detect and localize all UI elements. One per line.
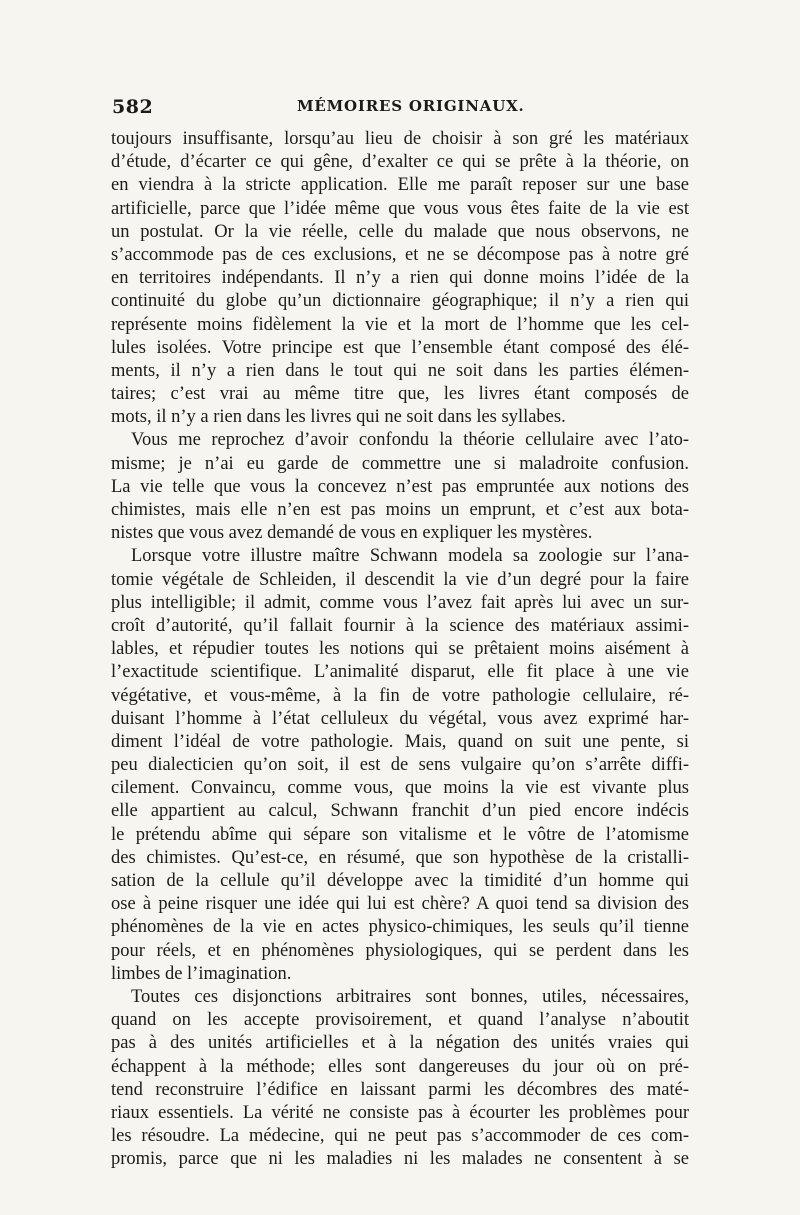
text-line: limbes de l’imagination.	[111, 963, 292, 984]
text-line: échappent à la méthode; elles sont dangereuses du jour où on pré-	[111, 1056, 689, 1077]
text-line: taires; c’est vrai au même titre que, les livres étant composés de	[111, 384, 689, 405]
text-line: s’accommode pas de ces exclusions, et ne se décompose pas à notre gré	[111, 244, 689, 265]
text-line: riaux essentiels. La vérité ne consiste pas à écourter les problèmes pour	[111, 1102, 689, 1123]
text-line: en viendra à la stricte application. Elle me paraît reposer sur une base	[111, 175, 689, 196]
text-line: cilement. Convaincu, comme vous, que moins la vie est vivante plus	[111, 778, 689, 799]
text-line: végétative, et vous-même, à la fin de votre pathologie cellulaire, ré-	[111, 685, 689, 706]
text-line: duisant l’homme à l’état celluleux du végétal, vous avez exprimé har-	[111, 708, 689, 729]
text-line: l’exactitude scientifique. L’animalité disparut, elle fit place à une vie	[111, 662, 689, 683]
text-line: mots, il n’y a rien dans les livres qui ne soit dans les syllabes.	[111, 407, 566, 428]
text-line: peu dialecticien qu’on soit, il est de sens vulgaire qu’on s’arrête diffi-	[111, 755, 689, 776]
page-header	[112, 96, 687, 122]
page-number: 582	[112, 96, 154, 118]
text-line: quand on les accepte provisoirement, et quand l’analyse n’aboutit	[111, 1010, 689, 1031]
text-line: phénomènes de la vie en actes physico-chimiques, les seuls qu’il tienne	[111, 917, 689, 938]
text-line: artificielle, parce que l’idée même que vous vous êtes faite de la vie est	[111, 198, 689, 219]
text-line: La vie telle que vous la concevez n’est pas empruntée aux notions des	[111, 476, 689, 497]
text-line: le prétendu abîme qui sépare son vitalisme et le vôtre de l’atomisme	[111, 824, 689, 845]
text-line: pour réels, et en phénomènes physiologiques, qui se perdent dans les	[111, 940, 689, 961]
text-line: lules isolées. Votre principe est que l’ensemble étant composé des élé-	[111, 337, 689, 358]
text-line: lables, et répudier toutes les notions qui se prêtaient moins aisément à	[111, 639, 689, 660]
text-line: chimistes, mais elle n’en est pas moins un emprunt, et c’est aux bota-	[111, 500, 689, 520]
text-line: sation de la cellule qu’il développe avec la timidité d’un homme qui	[111, 871, 689, 891]
text-line: des chimistes. Qu’est-ce, en résumé, que son hypothèse de la cristalli-	[111, 847, 689, 868]
text-line: toujours insuffisante, lorsqu’au lieu de choisir à son gré les matériaux	[111, 129, 689, 149]
text-line: tend reconstruire l’édifice en laissant parmi les décombres des maté-	[111, 1079, 689, 1100]
text-line: représente moins fidèlement la vie et la mort de l’homme que les cel-	[111, 314, 689, 335]
text-line: continuité du globe qu’un dictionnaire géographique; il n’y a rien qui	[111, 291, 689, 312]
text-line: plus intelligible; il admit, comme vous l’avez fait après lui avec un sur-	[111, 592, 689, 613]
text-line: misme; je n’ai eu garde de commettre une si maladroite confusion.	[111, 453, 689, 474]
text-line: promis, parce que ni les maladies ni les malades ne consentent à se	[111, 1149, 689, 1170]
text-line: Lorsque votre illustre maître Schwann modela sa zoologie sur l’ana-	[131, 546, 689, 567]
text-line: les résoudre. La médecine, qui ne peut pas s’accommoder de ces com-	[111, 1126, 689, 1147]
running-head: MÉMOIRES ORIGINAUX.	[297, 97, 525, 115]
text-line: Vous me reprochez d’avoir confondu la théorie cellulaire avec l’ato-	[131, 430, 689, 451]
text-line: nistes que vous avez demandé de vous en expliquer les mystères.	[111, 523, 593, 544]
text-line: Toutes ces disjonctions arbitraires sont bonnes, utiles, nécessaires,	[131, 986, 689, 1007]
text-line: en territoires indépendants. Il n’y a rien qui donne moins l’idée de la	[111, 268, 689, 289]
text-line: tomie végétale de Schleiden, il descendit la vie d’un degré pour la faire	[111, 569, 689, 590]
text-line: un postulat. Or la vie réelle, celle du malade que nous observons, ne	[111, 221, 689, 242]
text-line: croît d’autorité, qu’il fallait fournir à la science des matériaux assimi-	[111, 615, 689, 636]
body-text	[111, 128, 689, 1171]
text-line: d’étude, d’écarter ce qui gêne, d’exalter ce qui se prête à la théorie, on	[111, 152, 689, 173]
text-line: ments, il n’y a rien dans le tout qui ne soit dans les parties élémen-	[111, 360, 689, 381]
text-line: pas à des unités artificielles et à la négation des unités vraies qui	[111, 1033, 689, 1054]
text-line: ose à peine risquer une idée qui lui est chère? A quoi tend sa division des	[111, 894, 689, 915]
text-line: diment l’idéal de votre pathologie. Mais, quand on suit une pente, si	[111, 731, 689, 752]
text-line: elle appartient au calcul, Schwann franchit d’un pied encore indécis	[111, 801, 689, 822]
